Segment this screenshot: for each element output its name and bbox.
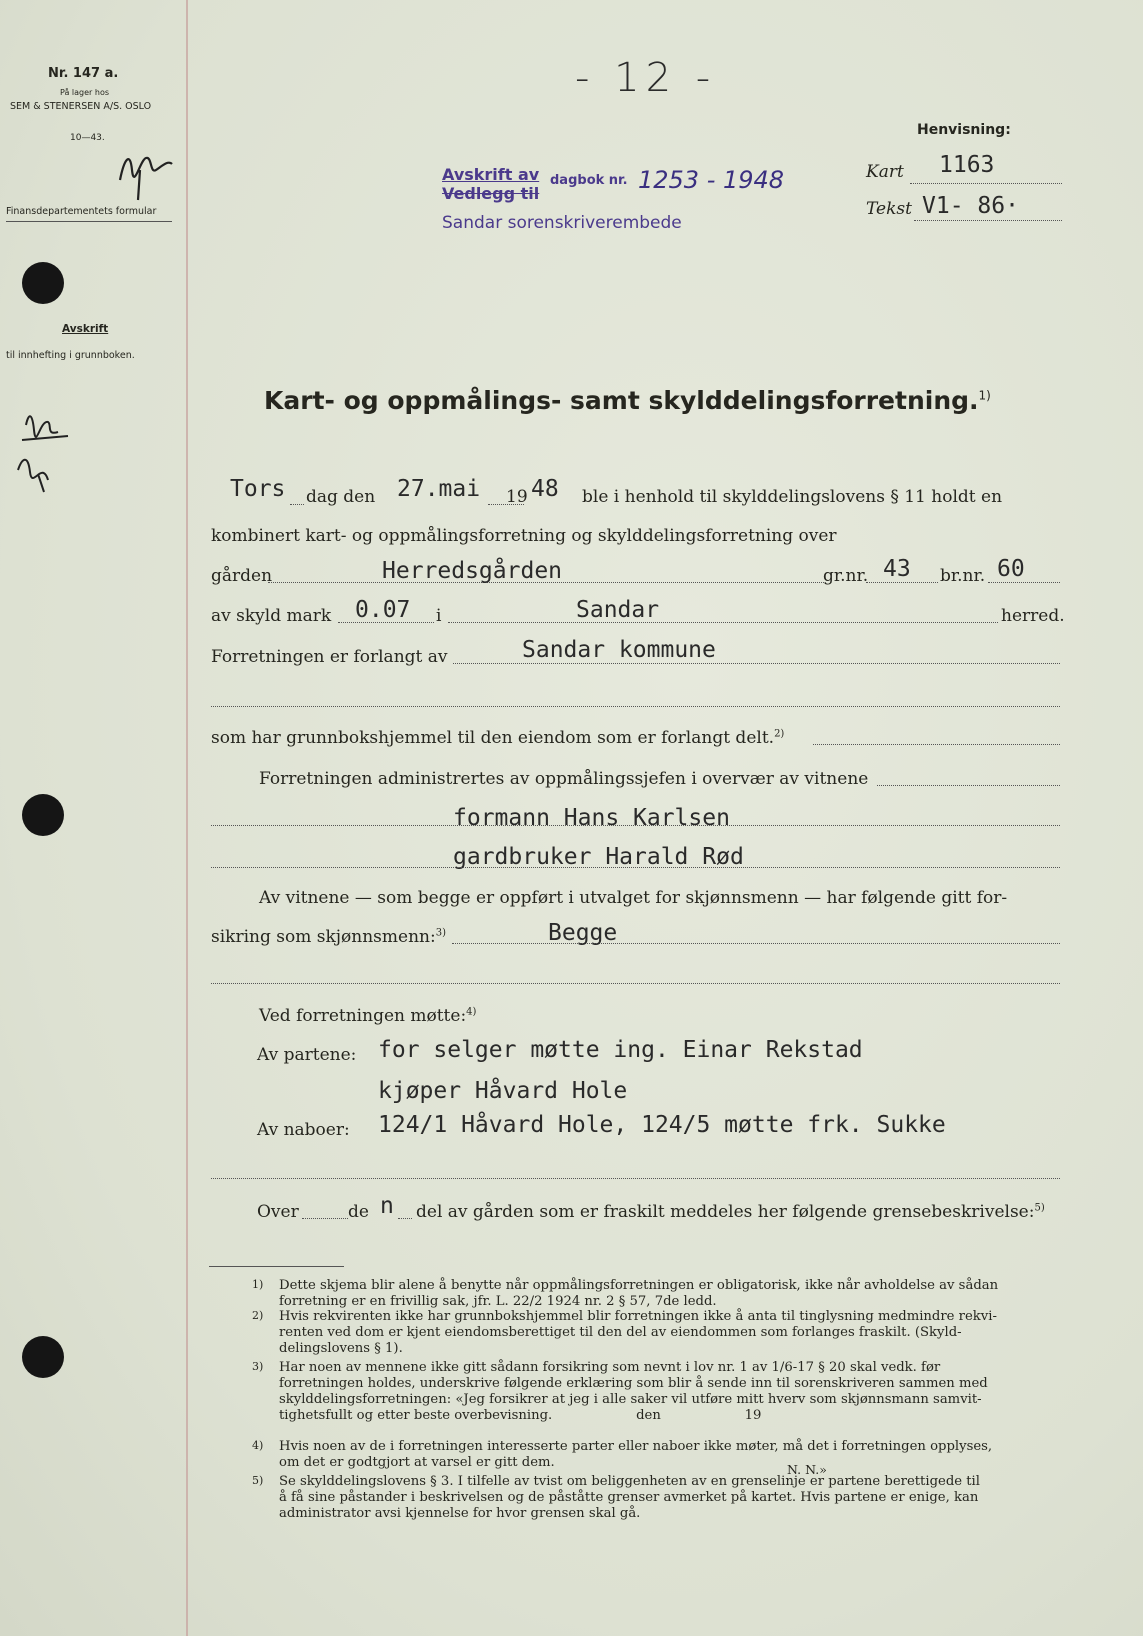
witness-1: formann Hans Karlsen [453,805,730,831]
margin-initials [8,400,88,510]
footnote-number: 1) [252,1278,264,1291]
copy-note: til innhefting i grunnboken. [6,350,135,361]
vitner-value: Begge [548,920,618,946]
footnote-line: Se skylddelingslovens § 3. I tilfelle av tvist om beliggenheten av en grenselinje er partene berettigede til [279,1474,980,1489]
divider [6,221,172,222]
over-label: Over [257,1202,299,1222]
garden-label: gården [211,566,273,586]
de-label: de [348,1202,369,1222]
brnr-value: 60 [997,556,1025,582]
herred-label: herred. [1001,606,1065,626]
footnote-line: forretning er en frivillig sak, jfr. L. 22/2 1924 nr. 2 § 57, 7de ledd. [279,1294,717,1309]
motte-label: Ved forretningen møtte:$^{4)}$ [259,1006,477,1026]
footnote-line: Hvis rekvirenten ikke har grunnbokshjemmel blir forretningen ikke å anta til tinglysning medmindre rekvi- [279,1309,997,1324]
footnote-text [279,1360,1059,1424]
footnote-line: forretningen holdes, underskrive følgende erklæring som blir å sende inn til sorenskriveren sammen med [279,1376,988,1391]
footnote-text [279,1474,1059,1522]
footnote-number: 5) [252,1474,264,1487]
footnote-line: Dette skjema blir alene å benytte når oppmålingsforretningen er obligatorisk, ikke når avholdelse av sådan [279,1278,999,1293]
stamp-dagbok-value: 1253 - 1948 [638,166,785,194]
footnote-number: 4) [252,1439,264,1452]
weekday: Tors [230,476,286,502]
vitner-line-1: Av vitnene — som begge er oppført i utvalget for skjønnsmenn — har følgende gitt for- [259,888,1008,908]
date: 27.mai [397,476,481,502]
year-prefix: 19 [506,487,528,507]
printer-line-3: 10—43. [70,133,105,143]
footnote-divider [209,1266,344,1267]
de-value: n [380,1193,394,1219]
skyld-label: av skyld mark [211,606,332,626]
vitner-line-2: sikring som skjønnsmenn:$^{3)}$ [211,927,446,947]
tekst-label: Tekst [866,199,912,219]
dag-den-label: dag den [306,487,376,507]
footnote-line: administrator avsi kjennelse for hvor grensen skal gå. [279,1506,641,1521]
form-number: Nr. 147 a. [48,66,119,81]
grunnbok-text: som har grunnbokshjemmel til den eiendom som er forlangt delt.$^{2)}$ [211,728,785,748]
footnote-line: renten ved dom er kjent eiendomsberettiget til den del av eiendommen som forlanges fraskilt. (Skyld- [279,1325,962,1340]
grnr-label: gr.nr. [823,566,869,586]
kart-label: Kart [866,162,904,182]
forlangt-label: Forretningen er forlangt av [211,647,448,667]
footnote-line: skylddelingsforretningen: «Jeg forsikrer at jeg i alle saker vil utføre mitt hverv som skjønnsmann samvit- [279,1392,982,1407]
footnote-line: å få sine påstander i beskrivelsen og de påståtte grenser avmerket på kartet. Hvis partene er enige, kan [279,1490,979,1505]
witness-2: gardbruker Harald Rød [453,844,744,870]
footnote-text [279,1309,1059,1357]
tekst-value: V1- 86· [922,193,1019,219]
ministry-form-label: Finansdepartementets formular [6,206,157,217]
printer-line-2: SEM & STENERSEN A/S. OSLO [10,101,152,112]
naboer-label: Av naboer: [257,1120,350,1140]
herred-value: Sandar [576,597,660,623]
margin-signature [110,130,190,210]
partene-value-1: for selger møtte ing. Einar Rekstad [378,1037,863,1063]
footnote-line: delingslovens § 1). [279,1341,403,1356]
stamp-line-1: Avskrift av [442,165,540,184]
copy-label: Avskrift [62,323,109,335]
footnote-text [279,1439,1059,1471]
punch-hole-middle [22,794,64,836]
kart-value: 1163 [939,152,995,178]
stamp-line-2: Vedlegg til [442,184,540,203]
printer-line-1: På lager hos [60,88,109,97]
footnote-text [279,1278,1059,1310]
year-suffix: 48 [531,476,559,502]
forlangt-value: Sandar kommune [522,637,716,663]
punch-hole-bottom [22,1336,64,1378]
skyld-value: 0.07 [355,597,411,623]
brnr-label: br.nr. [940,566,986,586]
line-2: kombinert kart- og oppmålingsforretning og skylddelingsforretning over [211,526,837,546]
footnote-line: tighetsfullt og etter beste overbevisning. den 19 [279,1408,762,1423]
grnr-value: 43 [883,556,911,582]
stamp-dagbok-label: dagbok nr. [550,173,628,188]
footnote-line: om det er godtgjort at varsel er gitt dem. [279,1455,555,1470]
page-number: - 12 - [575,55,717,101]
reference-heading: Henvisning: [917,122,1011,138]
naboer-value: 124/1 Håvard Hole, 124/5 møtte frk. Sukke [378,1112,946,1138]
partene-value-2: kjøper Håvard Hole [378,1078,628,1104]
over-rest: del av gården som er fraskilt meddeles her følgende grensebeskrivelse:$^{5)}$ [416,1202,1045,1222]
garden-value: Herredsgården [382,558,563,584]
partene-label: Av partene: [257,1045,357,1065]
i-label: i [436,606,442,626]
nn-signature-placeholder: N. N.» [787,1462,827,1477]
footnote-line: Hvis noen av de i forretningen interesserte parter eller naboer ikke møter, må det i forretningen opplyses, [279,1439,993,1454]
punch-hole-top [22,262,64,304]
footnote-number: 3) [252,1360,264,1373]
intro-rest: ble i henhold til skylddelingslovens § 11 holdt en [582,487,1003,507]
document-title: Kart- og oppmålings- samt skylddelingsforretning.$^{1)}$ [264,386,991,415]
margin-line [186,0,188,1636]
footnote-number: 2) [252,1309,264,1322]
footnote-line: Har noen av mennene ikke gitt sådann forsikring som nevnt i lov nr. 1 av 1/6-17 § 20 skal vedk. før [279,1360,941,1375]
stamp-office: Sandar sorenskriverembede [442,213,682,233]
admin-text: Forretningen administrertes av oppmålingssjefen i overvær av vitnene [259,769,869,789]
